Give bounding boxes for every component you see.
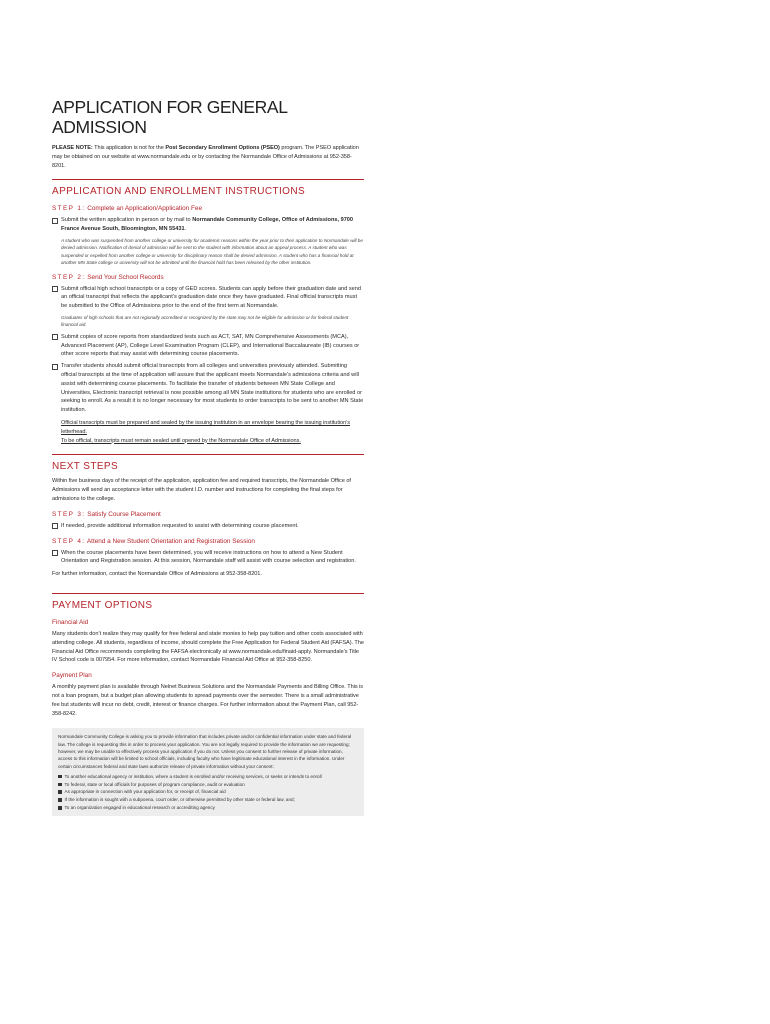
pseo-note <box>52 144 364 170</box>
step3-heading <box>52 510 364 519</box>
privacy-list-item <box>58 781 358 789</box>
section-divider <box>52 179 364 180</box>
step1-item <box>52 216 364 234</box>
step1-item-end: . <box>184 226 187 233</box>
step2-item1-text: Submit official high school transcripts or a copy of GED scores. Students can apply before their graduation date and send an official transcript that reflects the applicant’s graduation date once they have graduated. Final official transcripts must be submitted to the Office of Admissions prior to the end of the first term at Normandale. <box>61 285 361 310</box>
page-title: APPLICATION FOR GENERAL ADMISSION <box>52 97 287 137</box>
next-steps-section <box>52 454 364 579</box>
note-label: PLEASE NOTE: <box>52 145 93 151</box>
bullet-square-icon <box>58 790 62 794</box>
bullet-square-icon <box>58 775 62 779</box>
privacy-list-item <box>58 788 358 796</box>
step2-heading <box>52 273 364 282</box>
privacy-list-item <box>58 796 358 804</box>
step1-address: Normandale Community College, Office of Admissions, 9700 France Avenue South, Bloomington, MN 55431 <box>61 217 354 233</box>
step2-label: STEP 2: <box>52 273 86 281</box>
note-pseo: Post Secondary Enrollment Options (PSEO) <box>165 145 280 151</box>
step2-title: Send Your School Records <box>85 273 164 281</box>
instructions-section <box>52 179 364 445</box>
section-divider <box>52 593 364 594</box>
bullet-square-icon <box>58 806 62 810</box>
privacy-list-item <box>58 804 358 812</box>
step4-item-text: When the course placements have been determined, you will receive instructions on how to attend a New Student Orientation and Registration session. At this session, Normandale staff will assist with course selection and registration. <box>61 549 356 565</box>
step1-item-text <box>61 216 364 234</box>
checkbox-icon <box>52 218 58 224</box>
checkbox-icon <box>52 364 58 370</box>
step2-item2-text: Submit copies of score reports from standardized tests such as ACT, SAT, MN Comprehensive Assessments (MCA), Advanced Placement (AP), College Level Examination Program (CLEP), and International Baccalaureate (IB) courses or other score reports that may assist with determining course placements. <box>61 333 360 358</box>
privacy-notice <box>52 728 364 815</box>
sealed-transcripts-note: To be official, transcripts must remain sealed until opened by the Normandale Office of Admissions. <box>61 437 301 444</box>
bullet-square-icon <box>58 798 62 802</box>
application-page <box>52 97 364 816</box>
step3-item <box>52 522 364 531</box>
privacy-item-text: To another educational agency or institution, where a student is enrolled and/or receiving services, or seeks or intends to enroll <box>64 773 322 779</box>
privacy-item-text: If the information is sought with a subpoena, court order, or otherwise permitted by other state or federal law, and; <box>64 797 295 803</box>
instructions-heading: APPLICATION AND ENROLLMENT INSTRUCTIONS <box>52 186 306 198</box>
financial-aid-text: Many students don’t realize they may qualify for free federal and state monies to help pay tuition and other costs associated with attending college. All students, regardless of income, should complete the Free Application for Federal Student Aid (FAFSA). The Financial Aid Office recommends completing the FAFSA electronically at www.normandale.edu/finaid-apply. Normandale’s Title IV School code is 007954. For more information, contact Normandale Financial Aid Office at 952-358-8250. <box>52 630 364 664</box>
step2-item-transfer <box>52 362 364 415</box>
checkbox-icon <box>52 523 58 529</box>
privacy-list-item <box>58 773 358 781</box>
section-divider <box>52 454 364 455</box>
official-transcripts-note: Official transcripts must be prepared and sealed by the issuing institution in an envelope bearing the issuing institution’s letterhead. <box>61 419 350 435</box>
note-text-a: This application is not for the <box>92 145 166 151</box>
step1-title: Complete an Application/Application Fee <box>85 205 203 213</box>
step4-item <box>52 549 364 567</box>
payment-plan-text: A monthly payment plan is available through Nelnet Business Solutions and the Normandale Payments and Billing Office. This is not a loan program, but a budget plan allowing students to spread payments over the semester. There is a small administrative fee but students will incur no debt, credit, interest or finance charges. For further information about the Payment Plan, call 952-358-8242. <box>52 684 364 717</box>
financial-aid-title: Financial Aid <box>52 618 89 626</box>
step4-label: STEP 4: <box>52 537 86 545</box>
step3-label: STEP 3: <box>52 510 86 518</box>
checkbox-icon <box>52 286 58 292</box>
step3-item-text: If needed, provide additional information requested to assist with determining course placement. <box>61 522 299 529</box>
step3-title: Satisfy Course Placement <box>85 510 161 518</box>
step2-note: Graduates of high schools that are not regionally accredited or recognized by the state may not be eligible for admission or for federal student financial aid. <box>61 315 349 328</box>
step2-item-transcripts <box>52 285 364 311</box>
checkbox-icon <box>52 334 58 340</box>
privacy-item-text: As appropriate in connection with your application for, or receipt of, financial aid <box>64 789 226 795</box>
privacy-item-text: To federal, state or local officials for purposes of program compliance, audit or evaluation <box>64 781 245 787</box>
privacy-list <box>58 773 358 812</box>
step1-label: STEP 1: <box>52 205 86 213</box>
step1-item-lead: Submit the written application in person or by mail to <box>61 217 193 224</box>
step4-title: Attend a New Student Orientation and Registration Session <box>85 537 255 545</box>
next-steps-intro: Within five business days of the receipt of the application, application fee and required transcripts, the Normandale Office of Admissions will send an acceptance letter with the student I.D. number and instructions for completing the final steps for admissions to the college. <box>52 478 351 502</box>
bullet-square-icon <box>58 783 62 787</box>
admissions-contact: For further information, contact the Normandale Office of Admissions at 952-358-8201. <box>52 571 262 578</box>
step2-item3-text: Transfer students should submit official transcripts from all colleges and universities previously attended. Submitting official transcripts at the time of application will assure that the applicant meets Normandale’s admissions criteria and will assist with determining course placements. To facilitate the transfer of students between MN State College and Universities, Electronic transcript retrieval is now possible among all MN State institutions for students who are enrolled or seeking to enroll. As a result it is no longer necessary for most students to order transcripts to be sent to another MN State institution. <box>61 363 364 414</box>
next-steps-heading: NEXT STEPS <box>52 461 119 473</box>
note-text-b: program. The PSEO application may be obtained on our website at www.normandale.edu or by contacting the Normandale Office of Admissions at 952-358-8201. <box>52 145 359 169</box>
payment-plan-title: Payment Plan <box>52 672 92 680</box>
payment-section <box>52 593 364 718</box>
step1-heading <box>52 204 364 213</box>
checkbox-icon <box>52 550 58 556</box>
step2-item-scores <box>52 333 364 359</box>
step1-note: A student who was suspended from another college or university for academic reasons within the year prior to their application to Normandale will be denied admission. Notification of denial of admission will be sent to the student with information about an appeal process. A student who was suspended or expelled from another college or university for disciplinary reason shall be denied admission. A student who has a financial hold at another MN State college or university will not be admitted until the financial hold has been released by the other institution. <box>61 237 363 266</box>
privacy-text: Normandale Community College is asking you to provide information that includes private and/or confidential information under state and federal law. The college is requesting this in order to process your application. You are not legally required to provide the information we are requesting; however, we may be unable to effectively process your application if you do not. Unless you consent to further release of private information, access to this information will be limited to school officials, including faculty who have legitimate educational interest in the information. Under certain circumstances federal and state laws authorize release of private information without your consent: <box>58 734 352 769</box>
payment-heading: PAYMENT OPTIONS <box>52 599 153 611</box>
step4-heading <box>52 537 364 546</box>
privacy-item-text: To an organization engaged in educational research or accrediting agency <box>64 805 215 810</box>
